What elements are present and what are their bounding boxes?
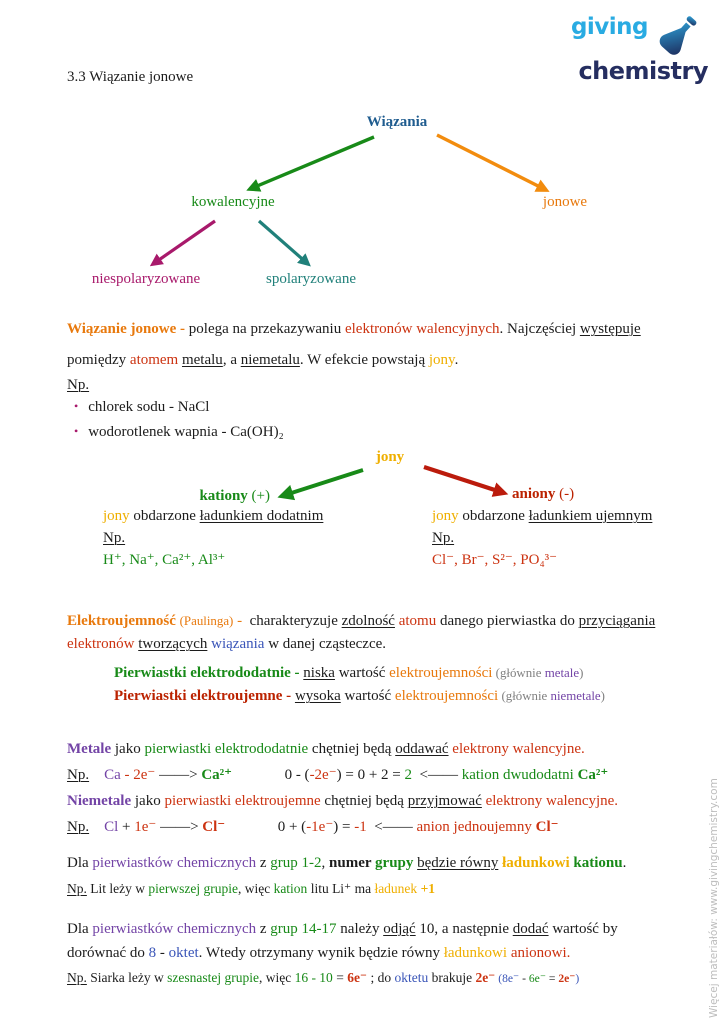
metals-line-4: Np. Cl + 1e⁻ ——> Cl⁻ 0 + (-1e⁻) = -1 <—— anion jednoujemny Cl⁻ [67,819,559,835]
electro-line-3: Pierwiastki elektrododatnie - niska wartość elektroujemności (głównie metale) [114,665,584,681]
node-ionic: jonowe [542,194,588,210]
node-covalent: kowalencyjne [191,194,275,210]
groups12-line-2: Np. Lit leży w pierwszej grupie, więc kation litu Li⁺ ma ładunek +1 [67,881,436,896]
node-bonds-root: Wiązania [366,114,428,130]
cations-np: Np. [103,530,126,546]
groups1417-line-2: dorównać do 8 - oktet. Wtedy otrzymany wynik będzie równy ładunkowi anionowi. [67,945,571,961]
node-cations: kationy (+) [199,488,270,504]
node-anions: aniony (-) [512,486,575,502]
brand-logo [570,14,708,85]
cations-examples: H⁺, Na⁺, Ca²⁺, Al³⁺ [103,552,226,568]
node-polar: spolaryzowane [266,271,356,287]
arrow-bonds-to-ionic [437,135,546,190]
intro-bullet-1: • chlorek sodu - NaCl [67,399,677,416]
arrow-bonds-to-covalent [250,137,374,189]
intro-np: Np. [67,377,90,393]
node-nonpolar: niespolaryzowane [91,271,201,287]
groups-1-2-section [67,855,677,897]
electro-line-2: elektronów tworzących wiązania w danej cząsteczce. [67,636,387,652]
arrow-ions-to-anions [424,467,504,493]
anions-desc: jony obdarzone ładunkiem ujemnym [432,508,653,524]
anions-np: Np. [432,530,455,546]
flask-icon [652,14,708,62]
metals-line-3: Niemetale jako pierwiastki elektroujemne chętniej będą przyjmować elektrony walencyjne. [67,793,619,809]
metals-line-2: Np. Ca - 2e⁻ ——> Ca²⁺ 0 - (-2e⁻) = 0 + 2 = 2 <—— kation dwudodatni Ca²⁺ [67,767,609,783]
anions-column [432,505,652,571]
electro-line-4: Pierwiastki elektroujemne - wysoka wartość elektroujemności (głównie niemetale) [114,688,605,704]
intro-line-2: pomiędzy atomem metalu, a niemetalu. W efekcie powstają jony. [67,352,459,368]
metals-section [67,741,677,836]
groups1417-line-3: Np. Siarka leży w szesnastej grupie, więc 16 - 10 = 6e⁻ ; do oktetu brakuje 2e⁻ (8e⁻ - 6e⁻ = 2e⁻) [67,970,580,985]
arrow-covalent-to-nonpolar [153,221,215,264]
groups1417-line-1: Dla pierwiastków chemicznych z grup 14-17 należy odjąć 10, a następnie dodać wartość by [67,921,618,937]
page-title: 3.3 Wiązanie jonowe [67,69,194,85]
cations-desc: jony obdarzone ładunkiem dodatnim [103,508,324,524]
cations-column [103,505,323,571]
intro-line-1: Wiązanie jonowe - polega na przekazywaniu elektronów walencyjnych. Najczęściej występuje [67,321,641,337]
anions-examples: Cl⁻, Br⁻, S²⁻, PO₄³⁻ [432,552,558,568]
intro-bullet-2: • wodorotlenek wapnia - Ca(OH)₂ [67,424,677,441]
arrow-ions-to-cations [282,470,363,496]
electro-line-1: Elektroujemność (Paulinga) - charakteryzuje zdolność atomu danego pierwiastka do przyciągania [67,613,656,629]
electronegativity-section [67,613,677,705]
groups12-line-1: Dla pierwiastków chemicznych z grup 1-2, numer grupy będzie równy ładunkowi kationu. [67,855,627,871]
node-ions-root: jony [375,449,405,465]
arrow-covalent-to-polar [259,221,308,264]
intro-section [67,321,677,441]
logo-word-chemistry: chemistry [578,57,708,85]
metals-line-1: Metale jako pierwiastki elektrododatnie chętniej będą oddawać elektrony walencyjne. [67,741,585,757]
groups-14-17-section [67,921,677,987]
watermark-url: Więcej materiałów: www.givingchemistry.com [708,778,720,1018]
logo-word-giving: giving [570,14,648,40]
